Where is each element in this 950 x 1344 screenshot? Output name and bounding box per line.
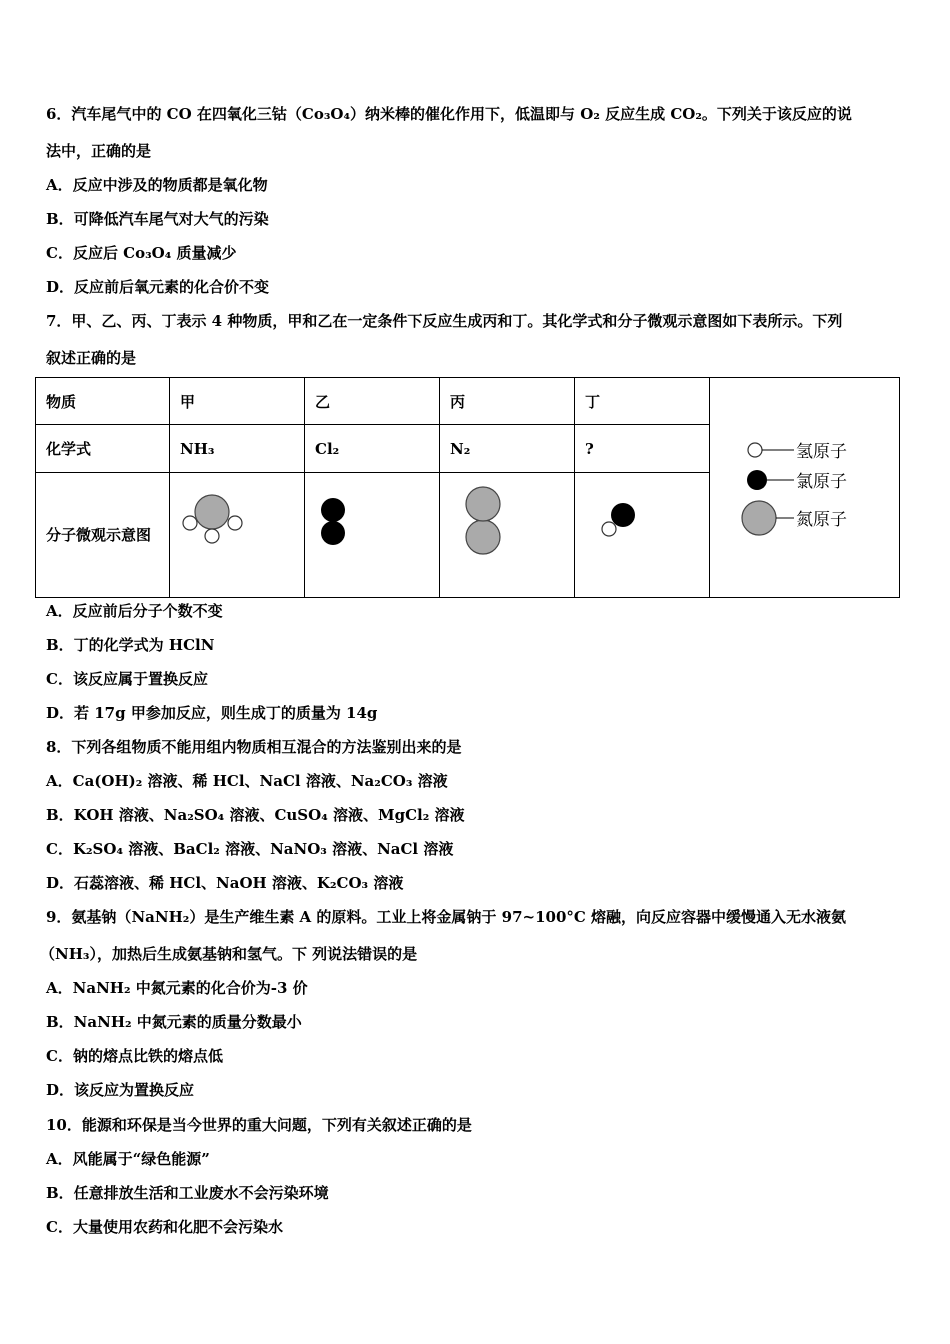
diagram-n2: [440, 473, 575, 598]
header-substance: 物质: [36, 378, 170, 425]
q8-option-d: D．石蕊溶液、稀 HCl、NaOH 溶液、K₂CO₃ 溶液: [46, 874, 404, 892]
q6-stem-line2: 法中，正确的是: [46, 142, 152, 160]
legend-nitrogen-label: 氮原子: [796, 510, 847, 530]
q10-option-a: A．风能属于“绿色能源”: [46, 1150, 210, 1168]
q8-option-b: B．KOH 溶液、Na₂SO₄ 溶液、CuSO₄ 溶液、MgCl₂ 溶液: [46, 806, 465, 824]
q9-stem-line2: （NH₃），加热后生成氨基钠和氢气。下 列说法错误的是: [40, 945, 418, 963]
chlorine-atom-icon: [746, 468, 796, 492]
q7-option-c: C．该反应属于置换反应: [46, 670, 208, 688]
q10-option-b: B．任意排放生活和工业废水不会污染环境: [46, 1184, 329, 1202]
legend-cell: [710, 378, 900, 598]
q9-stem-line1: 9．氨基钠（NaNH₂）是生产维生素 A 的原料。工业上将金属钠于 97~100°C 熔融，向反应容器中缓慢通入无水液氨: [46, 908, 847, 926]
n2-molecule-icon: [440, 473, 574, 593]
legend-hydrogen-label: 氢原子: [796, 442, 847, 462]
q9-option-b: B．NaNH₂ 中氮元素的质量分数最小: [46, 1013, 302, 1031]
header-yi: 乙: [305, 378, 440, 425]
q7-stem-line2: 叙述正确的是: [46, 349, 137, 367]
diagram-cl2: [305, 473, 440, 598]
q7-option-d: D．若 17g 甲参加反应，则生成丁的质量为 14g: [46, 704, 378, 722]
legend-chlorine-label: 氯原子: [796, 472, 847, 492]
q8-option-c: C．K₂SO₄ 溶液、BaCl₂ 溶液、NaNO₃ 溶液、NaCl 溶液: [46, 840, 454, 858]
header-bing: 丙: [440, 378, 575, 425]
q10-stem: 10．能源和环保是当今世界的重大问题，下列有关叙述正确的是: [46, 1116, 472, 1134]
q6-option-b: B．可降低汽车尾气对大气的污染: [46, 210, 269, 228]
q6-option-c: C．反应后 Co₃O₄ 质量减少: [46, 244, 237, 262]
nh3-molecule-icon: [170, 473, 304, 593]
legend-hydrogen: [746, 435, 899, 465]
q9-option-d: D．该反应为置换反应: [46, 1081, 195, 1099]
q7-stem-line1: 7．甲、乙、丙、丁表示 4 种物质，甲和乙在一定条件下反应生成丙和丁。其化学式和分子微观示意图如下表所示。下列: [46, 312, 843, 330]
header-ding: 丁: [575, 378, 710, 425]
legend-chlorine: [746, 465, 899, 495]
diagram-nh3: [170, 473, 305, 598]
q10-option-c: C．大量使用农药和化肥不会污染水: [46, 1218, 283, 1236]
formula-bing: N₂: [440, 425, 575, 473]
q6-option-a: A．反应中涉及的物质都是氧化物: [46, 176, 268, 194]
q7-option-b: B．丁的化学式为 HClN: [46, 636, 215, 654]
diagram-label: 分子微观示意图: [36, 473, 170, 598]
formula-yi: Cl₂: [305, 425, 440, 473]
formula-jia: NH₃: [170, 425, 305, 473]
molecule-table: [35, 377, 900, 598]
q9-option-a: A．NaNH₂ 中氮元素的化合价为-3 价: [46, 979, 308, 997]
q8-stem: 8．下列各组物质不能用组内物质相互混合的方法鉴别出来的是: [46, 738, 462, 756]
q6-option-d: D．反应前后氧元素的化合价不变: [46, 278, 270, 296]
q6-stem-line1: 6．汽车尾气中的 CO 在四氧化三钴（Co₃O₄）纳米棒的催化作用下，低温即与 O₂ 反应生成 CO₂。下列关于该反应的说: [46, 105, 852, 123]
hcl-molecule-icon: [575, 473, 709, 593]
legend-nitrogen: [740, 495, 899, 541]
q9-option-c: C．钠的熔点比铁的熔点低: [46, 1047, 223, 1065]
header-jia: 甲: [170, 378, 305, 425]
hydrogen-atom-icon: [746, 440, 796, 460]
nitrogen-atom-icon: [740, 498, 796, 538]
formula-ding: ?: [575, 425, 710, 473]
diagram-hcl: [575, 473, 710, 598]
q7-option-a: A．反应前后分子个数不变: [46, 602, 223, 620]
formula-label: 化学式: [36, 425, 170, 473]
cl2-molecule-icon: [305, 473, 439, 593]
q8-option-a: A．Ca(OH)₂ 溶液、稀 HCl、NaCl 溶液、Na₂CO₃ 溶液: [46, 772, 448, 790]
